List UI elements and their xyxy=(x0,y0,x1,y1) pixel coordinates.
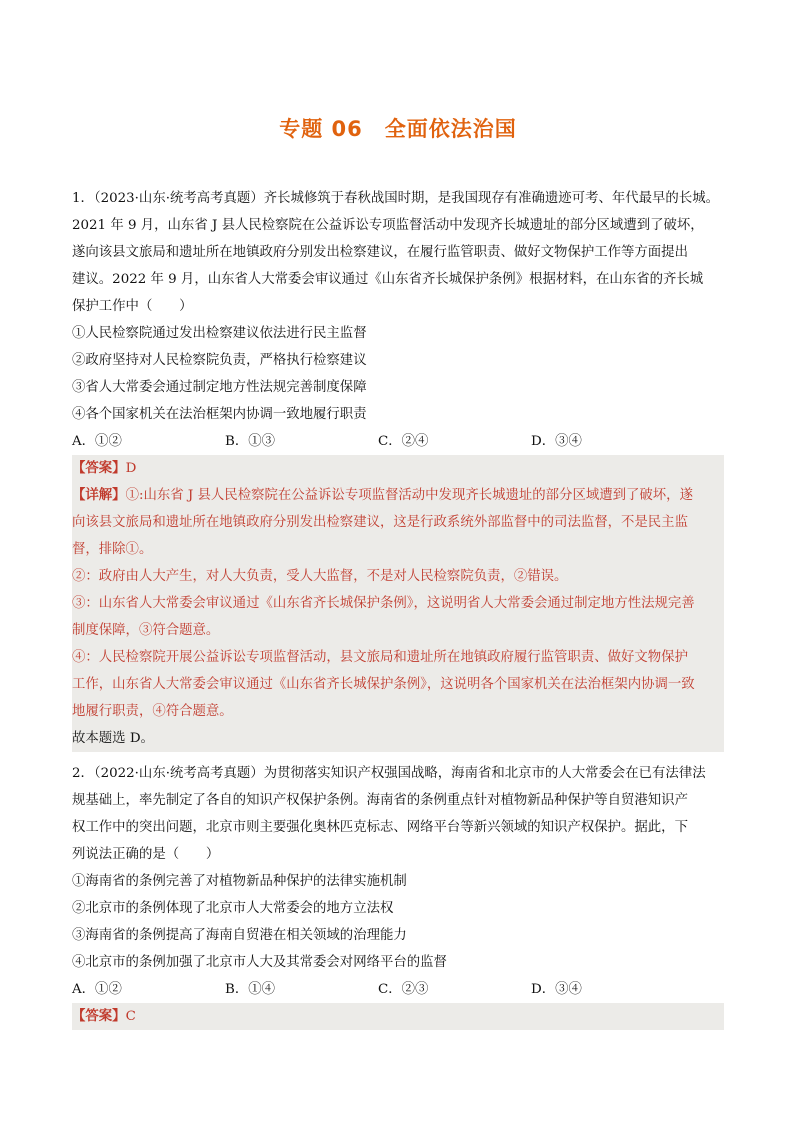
question-1-option: ①人民检察院通过发出检察建议依法进行民主监督 xyxy=(72,326,367,341)
detail-line xyxy=(72,482,724,509)
answer-value: D xyxy=(125,461,137,476)
choice-a: A．①② xyxy=(72,982,122,997)
answer-line xyxy=(72,455,724,482)
answer-tag: 【答案】 xyxy=(72,1008,126,1024)
question-1-stem-line: 2021 年 9 月，山东省 J 县人民检察院在公益诉讼专项监督活动中发现齐长城遗址的部分区域遭到了破坏， xyxy=(72,218,704,233)
question-2-option: ②北京市的条例体现了北京市人大常委会的地方立法权 xyxy=(72,901,394,916)
choice-c: C．②③ xyxy=(378,982,429,997)
choice-a: A．①② xyxy=(72,434,122,449)
question-1-stem-line: 遂向该县文旅局和遗址所在地镇政府分别发出检察建议，在履行监管职责、做好文物保护工作等方面提出 xyxy=(72,245,688,260)
answer-tag: 【答案】 xyxy=(72,460,126,476)
explanation-3: ③：山东省人大常委会审议通过《山东省齐长城保护条例》，这说明省人大常委会通过制定地方性法规完善 xyxy=(72,596,695,611)
question-1-choices xyxy=(72,428,724,455)
choice-d: D．③④ xyxy=(531,434,582,449)
question-1-stem-line: 保护工作中（ ） xyxy=(72,299,193,314)
question-1-answer-block xyxy=(72,455,724,752)
question-1 xyxy=(72,185,724,752)
question-2-stem-line: 2．（2022·山东·统考高考真题）为贯彻落实知识产权强国战略，海南省和北京市的人大常委会在已有法律法 xyxy=(72,766,706,781)
question-1-stem-line: 建议。2022 年 9 月，山东省人大常委会审议通过《山东省齐长城保护条例》根据材料，在山东省的齐长城 xyxy=(72,272,704,287)
question-1-option: ④各个国家机关在法治框架内协调一致地履行职责 xyxy=(72,407,367,422)
answer-line xyxy=(72,1003,724,1030)
question-1-option: ②政府坚持对人民检察院负责，严格执行检察建议 xyxy=(72,353,367,368)
detail-line: 督，排除①。 xyxy=(72,542,153,557)
answer-value: C xyxy=(125,1009,136,1024)
question-2 xyxy=(72,760,724,1030)
question-2-option: ④北京市的条例加强了北京市人大及其常委会对网络平台的监督 xyxy=(72,955,447,970)
choice-c: C．②④ xyxy=(378,434,429,449)
explanation-4: 地履行职责，④符合题意。 xyxy=(72,704,233,719)
detail-tag: 【详解】 xyxy=(72,487,126,503)
question-2-answer-block xyxy=(72,1003,724,1030)
detail-text: ①:山东省 J 县人民检察院在公益诉讼专项监督活动中发现齐长城遗址的部分区域遭到了破坏，遂 xyxy=(125,488,693,503)
explanation-2: ②：政府由人大产生，对人大负责，受人大监督，不是对人民检察院负责，②错误。 xyxy=(72,569,568,584)
choice-b: B．①③ xyxy=(225,434,276,449)
choice-d: D．③④ xyxy=(531,982,582,997)
conclusion: 故本题选 D。 xyxy=(72,731,154,746)
question-2-option: ③海南省的条例提高了海南自贸港在相关领域的治理能力 xyxy=(72,928,407,943)
choice-b: B．①④ xyxy=(225,982,276,997)
question-1-option: ③省人大常委会通过制定地方性法规完善制度保障 xyxy=(72,380,367,395)
explanation-3: 制度保障，③符合题意。 xyxy=(72,623,220,638)
question-2-stem-line: 规基础上，率先制定了各自的知识产权保护条例。海南省的条例重点针对植物新品种保护等自贸港知识产 xyxy=(72,793,688,808)
detail-line: 向该县文旅局和遗址所在地镇政府分别发出检察建议，这是行政系统外部监督中的司法监督，不是民主监 xyxy=(72,515,688,530)
question-1-stem-line: 1．（2023·山东·统考高考真题）齐长城修筑于春秋战国时期，是我国现存有准确遗迹可考、年代最早的长城。 xyxy=(72,191,719,206)
question-2-stem-line: 列说法正确的是（ ） xyxy=(72,847,220,862)
page-title: 专题 06 全面依法治国 xyxy=(279,117,517,141)
explanation-4: 工作，山东省人大常委会审议通过《山东省齐长城保护条例》，这说明各个国家机关在法治框架内协调一致 xyxy=(72,677,695,692)
question-2-option: ①海南省的条例完善了对植物新品种保护的法律实施机制 xyxy=(72,874,407,889)
explanation-4: ④：人民检察院开展公益诉讼专项监督活动，县文旅局和遗址所在地镇政府履行监管职责、做好文物保护 xyxy=(72,650,688,665)
question-2-stem-line: 权工作中的突出问题，北京市则主要强化奥林匹克标志、网络平台等新兴领域的知识产权保护。据此，下 xyxy=(72,820,688,835)
question-2-choices xyxy=(72,976,724,1003)
